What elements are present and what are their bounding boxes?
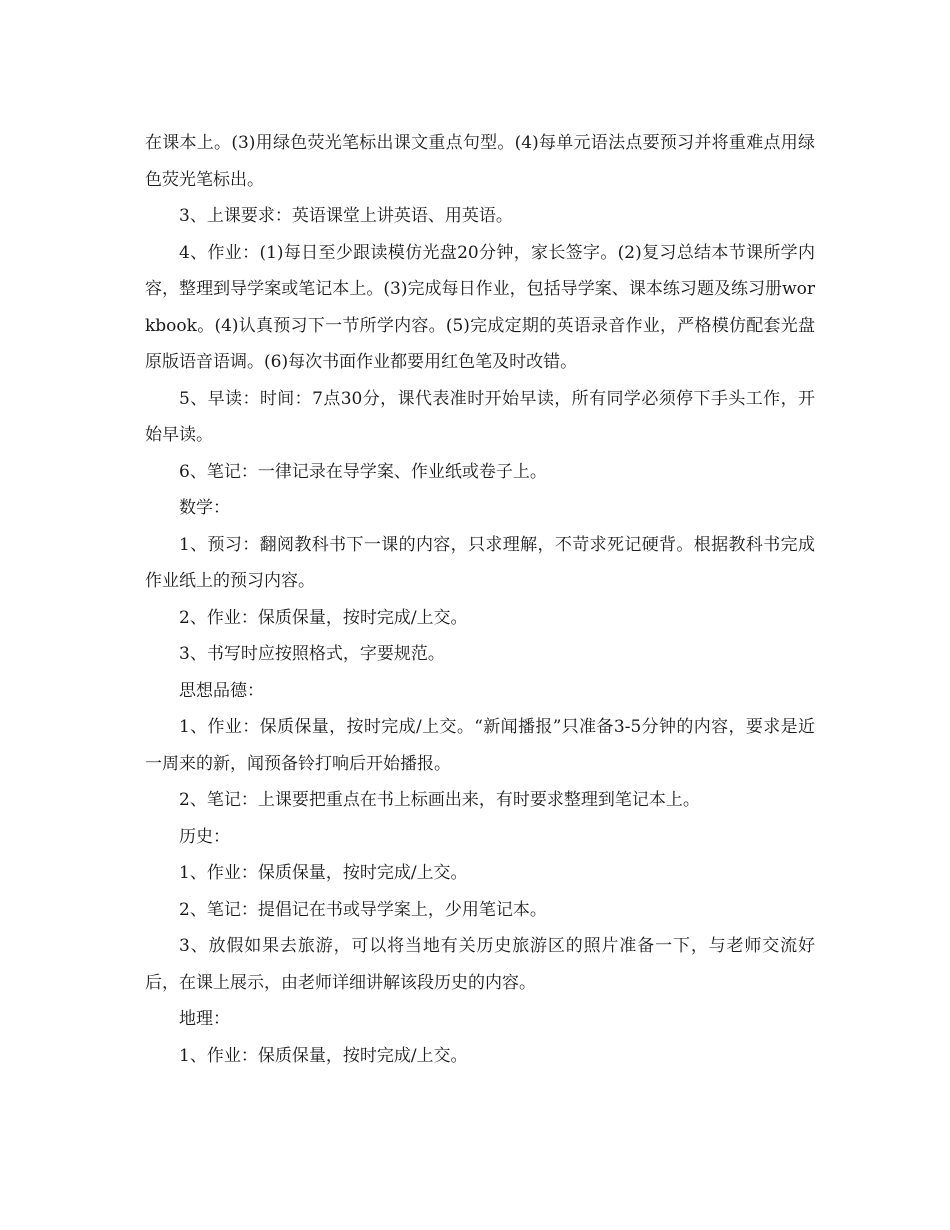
paragraph-math-preview: 1、预习：翻阅教科书下一课的内容，只求理解，不苛求死记硬背。根据教科书完成作业纸上的预习内容。 bbox=[145, 534, 815, 591]
section-heading-geography: 地理： bbox=[179, 1009, 230, 1029]
paragraph-english-preview-cont: 在课本上。(3)用绿色荧光笔标出课文重点句型。(4)每单元语法点要预习并将重难点用绿色荧光笔标出。 bbox=[145, 133, 815, 190]
section-heading-history: 历史： bbox=[179, 826, 230, 847]
paragraph-ethics-notes: 2、笔记：上课要把重点在书上标画出来，有时要求整理到笔记本上。 bbox=[179, 790, 700, 810]
paragraph-math-homework: 2、作业：保质保量，按时完成/上交。 bbox=[179, 607, 468, 628]
paragraph-history-travel: 3、放假如果去旅游，可以将当地有关历史旅游区的照片准备一下，与老师交流好后，在课上展示，由老师详细讲解该段历史的内容。 bbox=[145, 936, 815, 993]
paragraph-english-homework: 4、作业：(1)每日至少跟读模仿光盘20分钟，家长签字。(2)复习总结本节课所学内容，整理到导学案或笔记本上。(3)完成每日作业，包括导学案、课本练习题及练习册workbook。(4)认真预习下一节所学内容。(5)完成定期的英语录音作业，严格模仿配套光盘原版语音语调。(6)每次书面作业都要用红色笔及时改错。 bbox=[145, 242, 815, 372]
paragraph-geography-homework: 1、作业：保质保量，按时完成/上交。 bbox=[179, 1045, 468, 1066]
paragraph-history-notes: 2、笔记：提倡记在书或导学案上，少用笔记本。 bbox=[179, 899, 547, 920]
paragraph-english-notes: 6、笔记：一律记录在导学案、作业纸或卷子上。 bbox=[179, 461, 547, 482]
paragraph-english-class-requirement: 3、上课要求：英语课堂上讲英语、用英语。 bbox=[179, 206, 513, 226]
paragraph-math-writing: 3、书写时应按照格式，字要规范。 bbox=[179, 644, 445, 664]
paragraph-ethics-homework: 1、作业：保质保量，按时完成/上交。“新闻播报”只准备3-5分钟的内容，要求是近一周来的新，闻预备铃打响后开始播报。 bbox=[145, 717, 815, 774]
paragraph-history-homework: 1、作业：保质保量，按时完成/上交。 bbox=[179, 863, 468, 883]
section-heading-math: 数学： bbox=[179, 498, 230, 518]
section-heading-ethics: 思想品德： bbox=[179, 680, 264, 701]
paragraph-english-morning-reading: 5、早读：时间：7点30分，课代表准时开始早读，所有同学必须停下手头工作，开始早读。 bbox=[145, 388, 815, 445]
document-body bbox=[145, 125, 815, 1074]
